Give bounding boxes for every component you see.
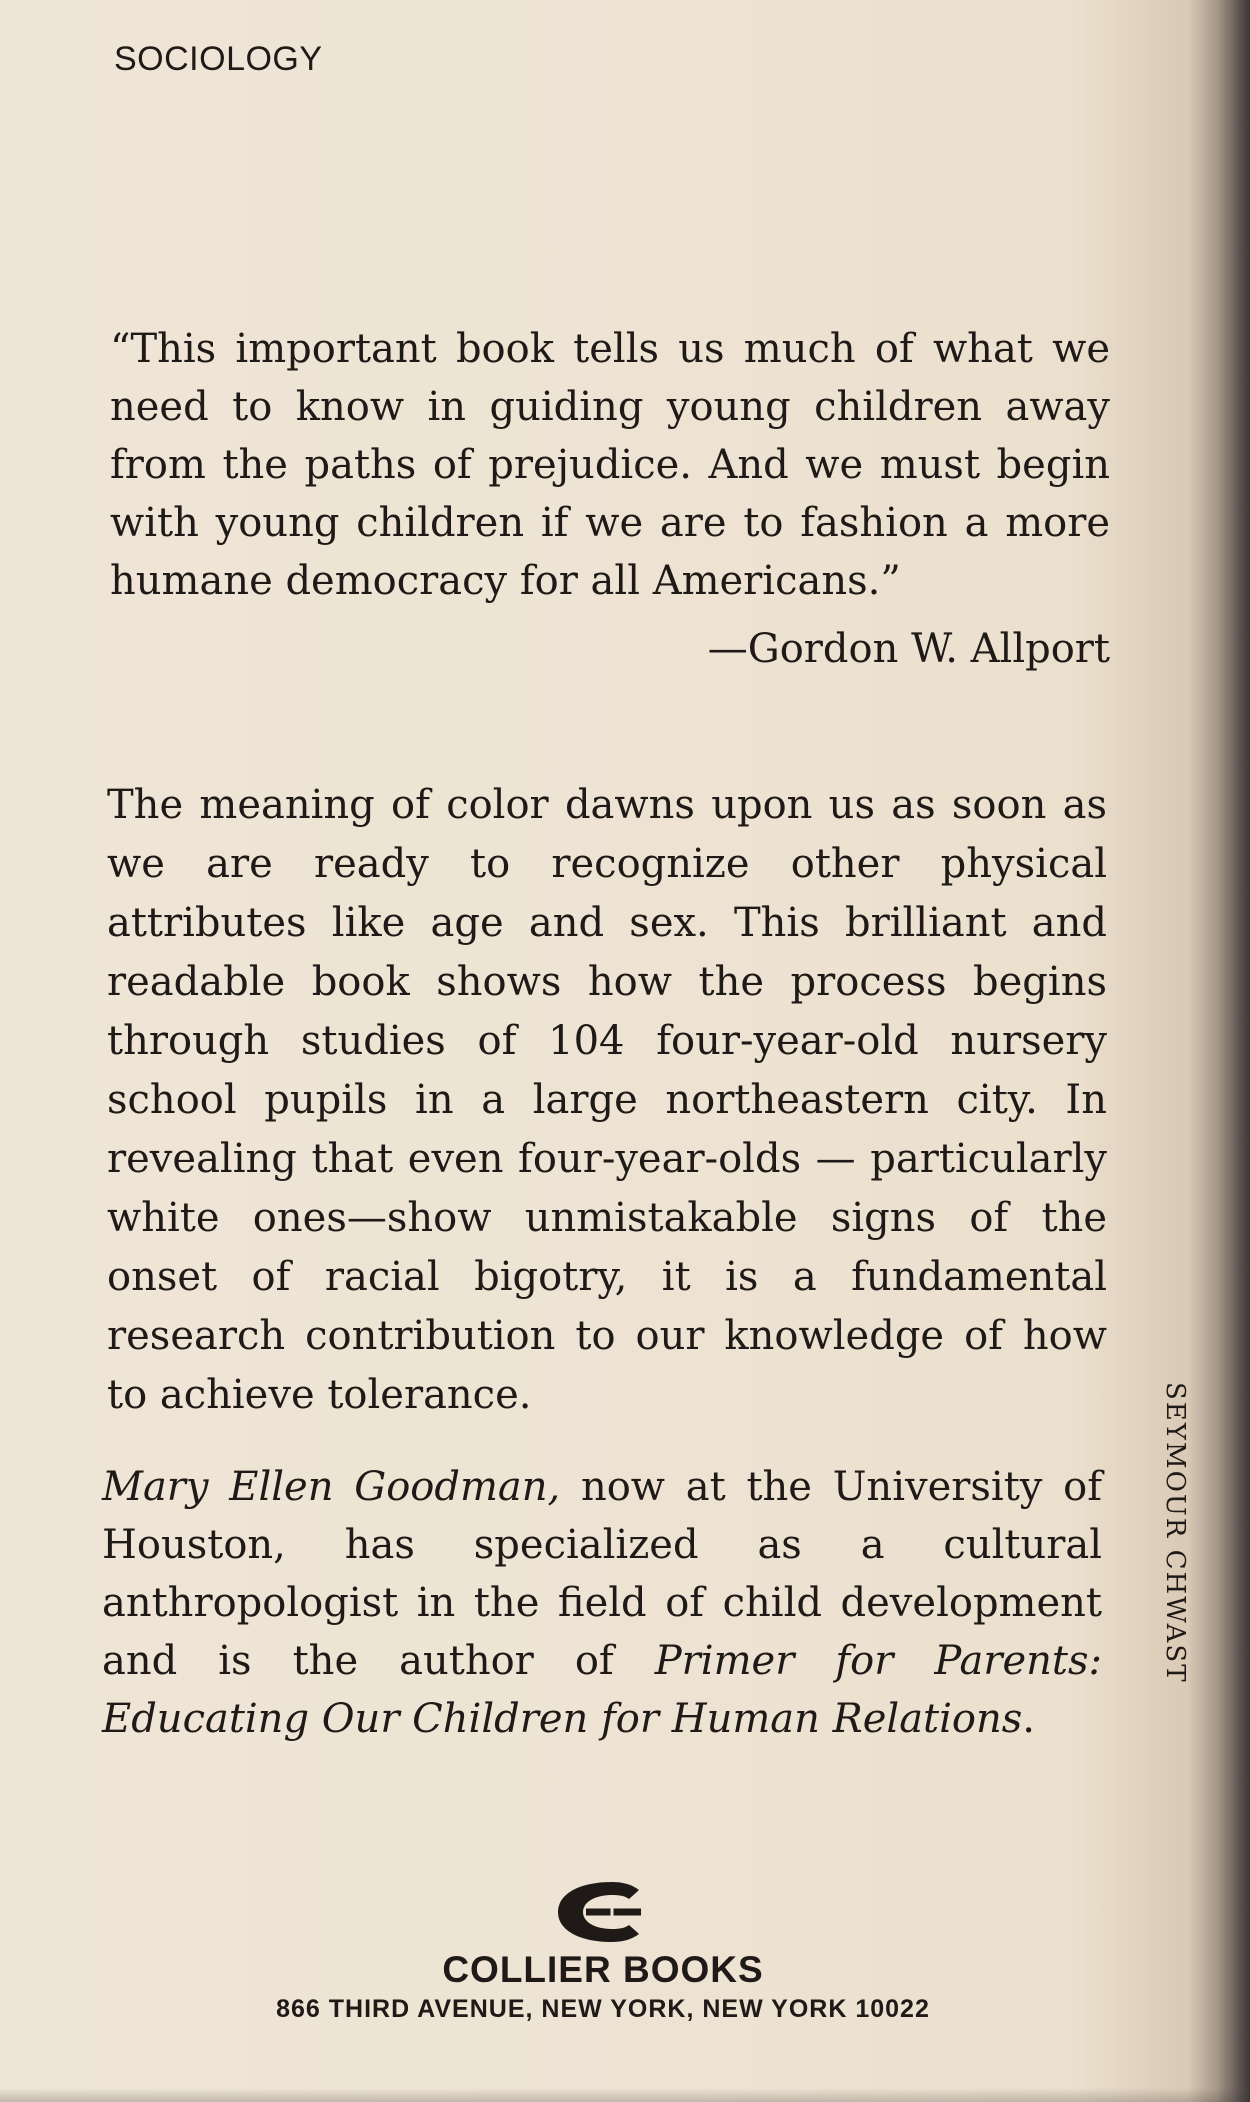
designer-credit: SEYMOUR CHWAST — [1160, 1382, 1190, 1684]
bottom-edge — [0, 2088, 1250, 2102]
spine-shadow — [1218, 0, 1250, 2102]
author-bio-end: . — [1022, 1696, 1035, 1742]
author-name: Mary Ellen Goodman, — [102, 1464, 561, 1510]
category-label: SOCIOLOGY — [114, 40, 323, 78]
book-description: The meaning of color dawns upon us as soon as we are ready to recognize other physical attributes like age and sex. This brilliant and readable book shows how the process begins through studies of 104 four-year-old nursery school pupils in a large northeastern city. In revealing that even four-year-olds — particularly white ones—show unmistakable signs of the onset of racial bigotry, it is a fundamental research contribution to our knowledge of how to achieve tolerance. — [107, 782, 1107, 1418]
publisher-name: COLLIER BOOKS — [442, 1949, 764, 1990]
author-book-title: Primer for Parents: Educating Our Children for Human Relations — [102, 1638, 1102, 1742]
quote-attribution: —Gordon W. Allport — [707, 626, 1110, 672]
publisher-address: 866 THIRD AVENUE, NEW YORK, NEW YORK 10022 — [276, 1995, 930, 2023]
collier-logo-icon — [555, 1880, 649, 1944]
quote-text: “This important book tells us much of what we need to know in guiding young children away from the paths of prejudice. And we must begin with young children if we are to fashion a more humane democracy for all Americans.” — [110, 326, 1110, 604]
author-bio — [102, 1458, 1102, 1748]
author-bio-text: now at the University of Houston, has specialized as a cultural anthropologist in the field of child development and is the author of — [102, 1464, 1102, 1684]
quote-block — [110, 320, 1110, 610]
